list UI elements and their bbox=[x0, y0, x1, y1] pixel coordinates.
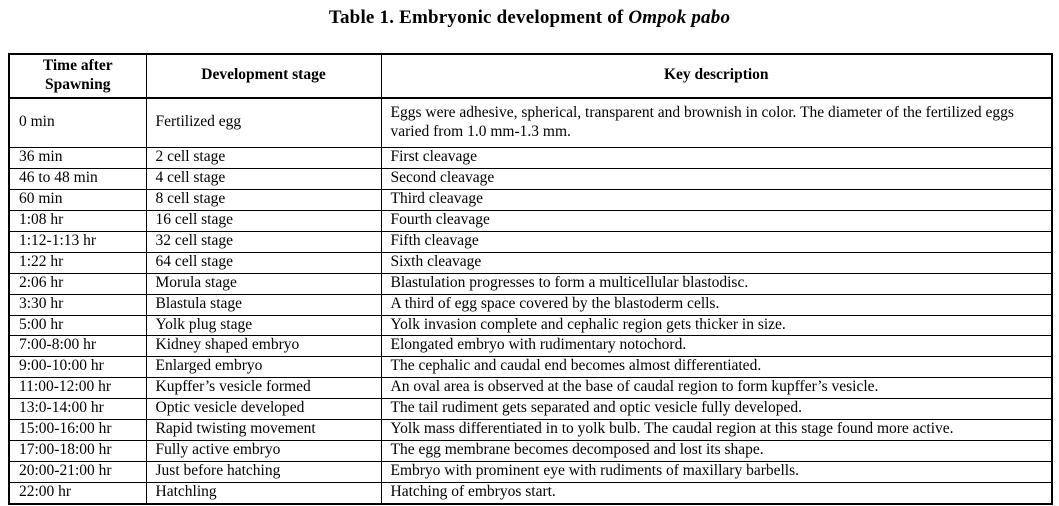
time-cell: 9:00-10:00 hr bbox=[9, 357, 146, 378]
description-cell: Yolk invasion complete and cephalic region gets thicker in size. bbox=[381, 315, 1052, 336]
embryonic-development-table bbox=[8, 53, 1053, 505]
stage-cell: Yolk plug stage bbox=[146, 315, 381, 336]
table-title bbox=[0, 7, 1059, 29]
time-cell: 17:00-18:00 hr bbox=[9, 441, 146, 462]
table-row bbox=[9, 273, 1052, 294]
time-cell: 1:12-1:13 hr bbox=[9, 231, 146, 252]
table-row bbox=[9, 420, 1052, 441]
time-cell: 1:22 hr bbox=[9, 252, 146, 273]
time-cell: 0 min bbox=[9, 98, 146, 148]
time-cell: 11:00-12:00 hr bbox=[9, 378, 146, 399]
table-row bbox=[9, 252, 1052, 273]
description-cell: Blastulation progresses to form a multicellular blastodisc. bbox=[381, 273, 1052, 294]
description-cell: The egg membrane becomes decomposed and lost its shape. bbox=[381, 441, 1052, 462]
stage-cell: 64 cell stage bbox=[146, 252, 381, 273]
stage-cell: Optic vesicle developed bbox=[146, 399, 381, 420]
stage-cell: Fully active embryo bbox=[146, 441, 381, 462]
time-cell: 3:30 hr bbox=[9, 294, 146, 315]
table-row bbox=[9, 357, 1052, 378]
description-cell: Third cleavage bbox=[381, 190, 1052, 211]
stage-cell: Kidney shaped embryo bbox=[146, 336, 381, 357]
table-row bbox=[9, 315, 1052, 336]
table-row bbox=[9, 461, 1052, 482]
stage-cell: Just before hatching bbox=[146, 461, 381, 482]
stage-cell: 4 cell stage bbox=[146, 169, 381, 190]
stage-cell: 2 cell stage bbox=[146, 148, 381, 169]
description-cell: Embryo with prominent eye with rudiments of maxillary barbells. bbox=[381, 461, 1052, 482]
header-time-after-spawning: Time after Spawning bbox=[9, 54, 146, 98]
time-cell: 46 to 48 min bbox=[9, 169, 146, 190]
table-row bbox=[9, 399, 1052, 420]
description-cell: An oval area is observed at the base of caudal region to form kupffer’s vesicle. bbox=[381, 378, 1052, 399]
stage-cell: Blastula stage bbox=[146, 294, 381, 315]
time-cell: 1:08 hr bbox=[9, 211, 146, 232]
description-cell: First cleavage bbox=[381, 148, 1052, 169]
description-cell: Yolk mass differentiated in to yolk bulb. The caudal region at this stage found more active. bbox=[381, 420, 1052, 441]
header-development-stage: Development stage bbox=[146, 54, 381, 98]
stage-cell: Kupffer’s vesicle formed bbox=[146, 378, 381, 399]
time-cell: 2:06 hr bbox=[9, 273, 146, 294]
description-cell: The cephalic and caudal end becomes almost differentiated. bbox=[381, 357, 1052, 378]
stage-cell: Hatchling bbox=[146, 482, 381, 503]
time-cell: 13:0-14:00 hr bbox=[9, 399, 146, 420]
description-cell: Second cleavage bbox=[381, 169, 1052, 190]
description-cell: The tail rudiment gets separated and optic vesicle fully developed. bbox=[381, 399, 1052, 420]
stage-cell: 8 cell stage bbox=[146, 190, 381, 211]
stage-cell: Enlarged embryo bbox=[146, 357, 381, 378]
stage-cell: Rapid twisting movement bbox=[146, 420, 381, 441]
table-row bbox=[9, 148, 1052, 169]
species-name: Ompok pabo bbox=[628, 7, 731, 28]
description-cell: A third of egg space covered by the blastoderm cells. bbox=[381, 294, 1052, 315]
stage-cell: 32 cell stage bbox=[146, 231, 381, 252]
time-cell: 20:00-21:00 hr bbox=[9, 461, 146, 482]
time-cell: 15:00-16:00 hr bbox=[9, 420, 146, 441]
table-row bbox=[9, 378, 1052, 399]
table-row bbox=[9, 211, 1052, 232]
stage-cell: Morula stage bbox=[146, 273, 381, 294]
description-cell: Fifth cleavage bbox=[381, 231, 1052, 252]
header-key-description: Key description bbox=[381, 54, 1052, 98]
description-cell: Sixth cleavage bbox=[381, 252, 1052, 273]
stage-cell: Fertilized egg bbox=[146, 98, 381, 148]
description-cell: Elongated embryo with rudimentary notochord. bbox=[381, 336, 1052, 357]
time-cell: 22:00 hr bbox=[9, 482, 146, 503]
time-cell: 36 min bbox=[9, 148, 146, 169]
table-row bbox=[9, 336, 1052, 357]
time-cell: 60 min bbox=[9, 190, 146, 211]
header-row bbox=[9, 54, 1052, 98]
time-cell: 7:00-8:00 hr bbox=[9, 336, 146, 357]
table-row bbox=[9, 169, 1052, 190]
table-row bbox=[9, 190, 1052, 211]
stage-cell: 16 cell stage bbox=[146, 211, 381, 232]
table-header bbox=[9, 54, 1052, 98]
table-title-text: Table 1. Embryonic development of bbox=[328, 7, 629, 28]
time-cell: 5:00 hr bbox=[9, 315, 146, 336]
table-row bbox=[9, 98, 1052, 148]
table-row bbox=[9, 294, 1052, 315]
table-row bbox=[9, 441, 1052, 462]
table-body bbox=[9, 98, 1052, 504]
table-row bbox=[9, 231, 1052, 252]
description-cell: Fourth cleavage bbox=[381, 211, 1052, 232]
description-cell: Eggs were adhesive, spherical, transparent and brownish in color. The diameter of the fertilized eggs varied from 1.0 mm-1.3 mm. bbox=[381, 98, 1052, 148]
table-row bbox=[9, 482, 1052, 503]
description-cell: Hatching of embryos start. bbox=[381, 482, 1052, 503]
